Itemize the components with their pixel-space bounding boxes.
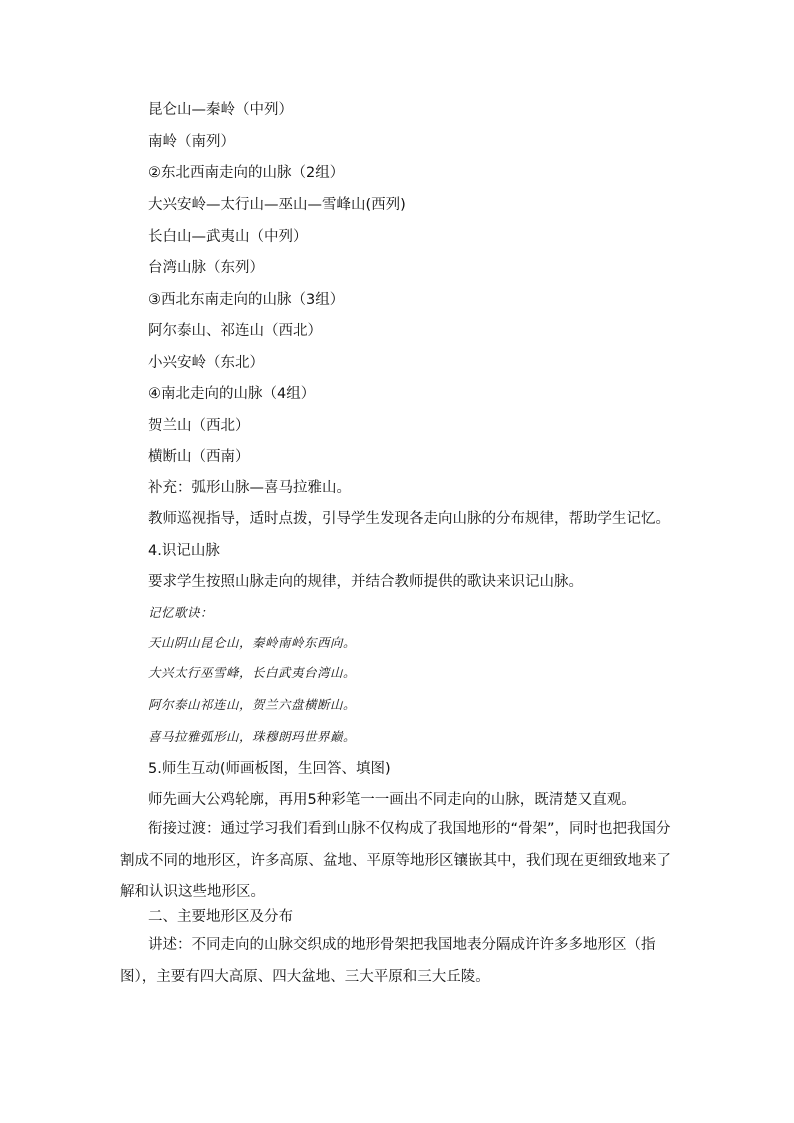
mountain-line: 阿尔泰山、祁连山（西北） (148, 323, 322, 339)
poem-line: 天山阴山昆仑山，秦岭南岭东西向。 (148, 635, 357, 650)
mountain-line: 横断山（西南） (148, 449, 250, 465)
poem-line: 阿尔泰山祁连山，贺兰六盘横断山。 (148, 697, 357, 712)
mountain-line: 大兴安岭—太行山—巫山—雪峰山(西列) (148, 197, 406, 213)
poem-line: 喜马拉雅弧形山，珠穆朗玛世界巅。 (148, 729, 357, 744)
mountain-line: 长白山—武夷山（中列） (148, 229, 308, 245)
instruction-line: 师先画大公鸡轮廓，再用5种彩笔一一画出不同走向的山脉，既清楚又直观。 (148, 792, 636, 808)
step-heading: 5.师生互动(师画板图，生回答、填图) (148, 761, 391, 777)
instruction-line: 要求学生按照山脉走向的规律，并结合教师提供的歌诀来识记山脉。 (148, 574, 583, 590)
mountain-line: 昆仑山—秦岭（中列） (148, 102, 293, 118)
transition-paragraph: 衔接过渡：通过学习我们看到山脉不仅构成了我国地形的“骨架”，同时也把我国分割成不同的地形区，许多高原、盆地、平原等地形区镶嵌其中，我们现在更细致地来了解和认识这些地形区。 (120, 821, 671, 900)
lecture-paragraph: 讲述：不同走向的山脉交织成的地形骨架把我国地表分隔成许许多多地形区（指图），主要有四大高原、四大盆地、三大平原和三大丘陵。 (120, 937, 656, 985)
step-heading: 4.识记山脉 (148, 543, 220, 559)
mountain-group-heading: ③西北东南走向的山脉（3组） (148, 292, 345, 308)
poem-title: 记忆歌诀： (148, 605, 214, 620)
poem-line: 大兴太行巫雪峰，长白武夷台湾山。 (148, 665, 357, 680)
mountain-line: 台湾山脉（东列） (148, 260, 264, 276)
mountain-line: 小兴安岭（东北） (148, 355, 264, 371)
mountain-line: 南岭（南列） (148, 134, 235, 150)
supplement-line: 补充：弧形山脉—喜马拉雅山。 (148, 480, 351, 496)
mountain-group-heading: ②东北西南走向的山脉（2组） (148, 165, 345, 181)
section-heading: 二、主要地形区及分布 (148, 909, 293, 925)
teacher-guidance: 教师巡视指导，适时点拨，引导学生发现各走向山脉的分布规律，帮助学生记忆。 (148, 511, 670, 527)
mountain-line: 贺兰山（西北） (148, 418, 250, 434)
mountain-group-heading: ④南北走向的山脉（4组） (148, 386, 316, 402)
